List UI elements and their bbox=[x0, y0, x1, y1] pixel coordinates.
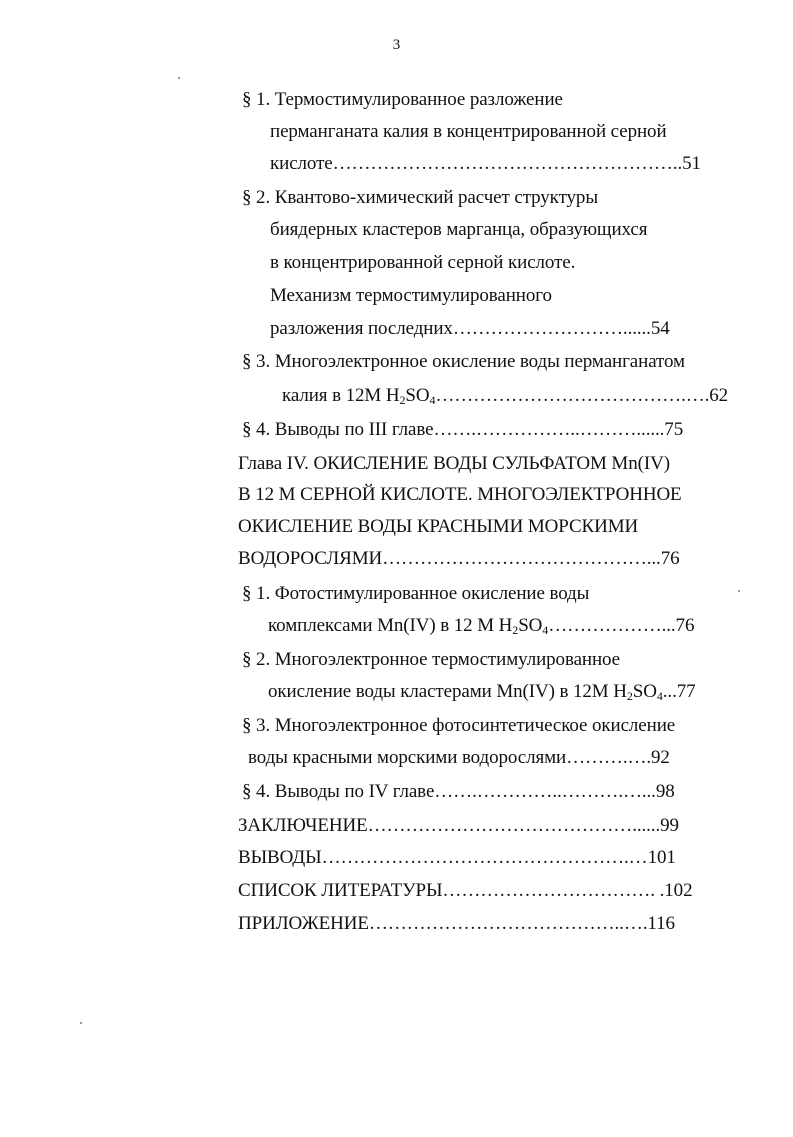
subscript: 4 bbox=[429, 393, 436, 407]
toc-line bbox=[268, 614, 694, 638]
toc-line: § 3. Многоэлектронное окисление воды перманганатом bbox=[242, 351, 685, 372]
scan-speck bbox=[738, 590, 740, 592]
subscript: 4 bbox=[656, 689, 663, 703]
toc-line: ВЫВОДЫ………………………………………….…101 bbox=[238, 847, 676, 868]
toc-line: § 4. Выводы по III главе…….……………..………......75 bbox=[242, 419, 684, 440]
toc-line-text: SO bbox=[518, 615, 543, 636]
toc-line: перманганата калия в концентрированной серной bbox=[270, 121, 667, 142]
toc-line: § 2. Квантово-химический расчет структуры bbox=[242, 187, 598, 208]
page-number: 3 bbox=[392, 37, 401, 53]
toc-line: § 1. Фотостимулированное окисление воды bbox=[242, 583, 590, 604]
toc-line-text: SO bbox=[405, 385, 430, 406]
toc-line-text: ...77 bbox=[662, 681, 696, 702]
toc-line: воды красными морскими водорослями……….….92 bbox=[248, 747, 670, 768]
toc-line: § 2. Многоэлектронное термостимулированное bbox=[242, 649, 620, 670]
toc-line: разложения последних………………………......54 bbox=[270, 318, 670, 339]
scan-speck bbox=[80, 1022, 82, 1024]
toc-line: Механизм термостимулированного bbox=[270, 285, 552, 306]
toc-line bbox=[282, 384, 728, 408]
toc-line: § 1. Термостимулированное разложение bbox=[242, 89, 563, 110]
toc-line: в концентрированной серной кислоте. bbox=[270, 252, 576, 273]
subscript: 2 bbox=[626, 689, 633, 703]
toc-line-text: окисление воды кластерами Mn(IV) в 12М H bbox=[268, 681, 627, 702]
toc-line-text: комплексами Mn(IV) в 12 М H bbox=[268, 615, 513, 636]
toc-line-text: ………………...76 bbox=[548, 615, 695, 636]
toc-line: кислоте………………………………………………..51 bbox=[270, 153, 701, 174]
scan-speck bbox=[178, 77, 180, 79]
toc-line-text: SO bbox=[632, 681, 657, 702]
toc-line-text: ………………………………….….62 bbox=[435, 385, 729, 406]
toc-line bbox=[268, 680, 696, 704]
toc-line: ЗАКЛЮЧЕНИЕ……………………………………......99 bbox=[238, 815, 679, 836]
subscript: 2 bbox=[399, 393, 406, 407]
toc-line: ПРИЛОЖЕНИЕ…………………………………..….116 bbox=[238, 913, 675, 934]
toc-line: СПИСОК ЛИТЕРАТУРЫ……………………………. .102 bbox=[238, 880, 693, 901]
toc-line: § 3. Многоэлектронное фотосинтетическое окисление bbox=[242, 715, 676, 736]
toc-line: ВОДОРОСЛЯМИ……………………………………...76 bbox=[238, 548, 680, 569]
subscript: 2 bbox=[512, 623, 519, 637]
toc-line: Глава IV. ОКИСЛЕНИЕ ВОДЫ СУЛЬФАТОМ Mn(IV) bbox=[238, 453, 670, 474]
toc-line: ОКИСЛЕНИЕ ВОДЫ КРАСНЫМИ МОРСКИМИ bbox=[238, 516, 639, 537]
toc-line: § 4. Выводы по IV главе…….…………..……….…...98 bbox=[242, 781, 675, 802]
toc-line: В 12 М СЕРНОЙ КИСЛОТЕ. МНОГОЭЛЕКТРОННОЕ bbox=[238, 484, 682, 505]
toc-line-text: калия в 12М H bbox=[282, 385, 400, 406]
toc-line: биядерных кластеров марганца, образующихся bbox=[270, 219, 648, 240]
subscript: 4 bbox=[542, 623, 549, 637]
